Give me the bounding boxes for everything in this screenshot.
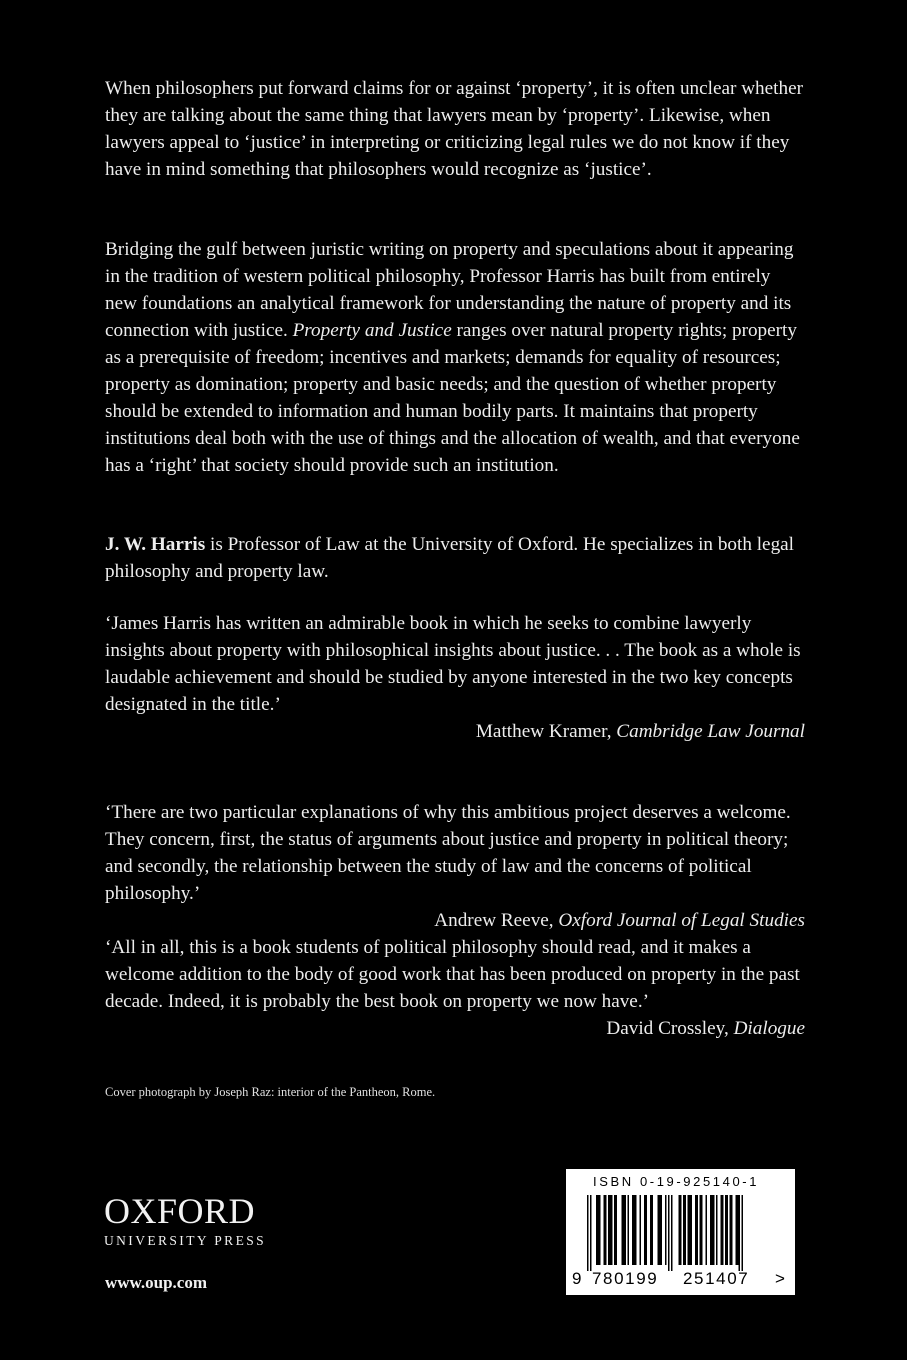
- review-source: Oxford Journal of Legal Studies: [558, 910, 805, 931]
- isbn-label: ISBN 0-19-925140-1: [593, 1174, 760, 1189]
- publisher-website: www.oup.com: [105, 1273, 208, 1292]
- barcode-bar: [688, 1195, 693, 1265]
- barcode-bar: [596, 1195, 601, 1265]
- barcode-bar: [622, 1195, 627, 1265]
- barcode-bar: [608, 1195, 613, 1265]
- description-paragraph-1: [105, 75, 805, 183]
- barcode-bar: [614, 1195, 617, 1265]
- book-title-italic: Property and Justice: [292, 320, 452, 341]
- description-text-1: When philosophers put forward claims for or against ‘property’, it is often unclear whether they are talking about the same thing that lawyers mean by ‘property’. Likewise, when lawyers appeal to ‘justice’ in interpreting or criticizing legal rules we do not know if they have in mind something that philosophers would recognize as ‘justice’.: [105, 78, 803, 180]
- review-text: ‘All in all, this is a book students of political philosophy should read, and it makes a welcome addition to the body of good work that has been produced on property in the past decade. Indeed, it is probably the best book on property we now have.’: [105, 937, 800, 1012]
- review-text: ‘James Harris has written an admirable book in which he seeks to combine lawyerly insights about property with philosophical insights about justice. . . The book as a whole is laudable achievement and should be studied by anyone interested in the two key concepts designated in the title.’: [105, 613, 801, 715]
- review-text: ‘There are two particular explanations of why this ambitious project deserves a welcome. They concern, first, the status of arguments about justice and property in political theory; and secondly, the relationship between the study of law and the concerns of political philosophy.’: [105, 802, 791, 904]
- reviewer-name: David Crossley,: [606, 1018, 734, 1039]
- publisher-subtitle: UNIVERSITY PRESS: [104, 1233, 267, 1248]
- review-attribution: [105, 1015, 805, 1042]
- author-bio: [105, 531, 805, 585]
- review-quote-1: [105, 610, 805, 745]
- barcode-bar: [716, 1195, 718, 1265]
- barcode-bar: [736, 1195, 739, 1265]
- barcode-digits-right: 251407: [683, 1269, 750, 1288]
- description-text-2-start: Bridging the gulf between juristic writing on property and speculations about it appearing in the tradition of western political philosophy, Professor Harris has built from entirely new foundations an analytical framework for understanding the nature of property and its connection with justice.: [105, 239, 794, 341]
- barcode-bar: [632, 1195, 637, 1265]
- description-text-2: [105, 236, 805, 479]
- barcode-bar: [706, 1195, 708, 1265]
- barcode-bar: [683, 1195, 686, 1265]
- review-source: Dialogue: [733, 1018, 805, 1039]
- description-text-2-end: ranges over natural property rights; property as a prerequisite of freedom; incentives and markets; demands for equality of resources; property as domination; property and basic needs; and the question of whether property should be extended to information and human bodily parts. It maintains that property institutions deal both with the use of things and the allocation of wealth, and that everyone has a ‘right’ that society should provide such an institution.: [105, 320, 800, 476]
- review-attribution: [105, 718, 805, 745]
- barcode-digit-first: 9: [572, 1269, 582, 1288]
- barcode-bar: [587, 1195, 589, 1271]
- barcode-bar: [710, 1195, 715, 1265]
- isbn-barcode: [566, 1169, 795, 1295]
- oxford-logo: [104, 1193, 266, 1249]
- review-source: Cambridge Law Journal: [616, 721, 805, 742]
- barcode-arrow: >: [775, 1269, 785, 1288]
- description-paragraph-2: [105, 236, 805, 479]
- reviewer-name: Andrew Reeve,: [434, 910, 559, 931]
- barcode-bar: [644, 1195, 647, 1265]
- cover-photo-credit: Cover photograph by Joseph Raz: interior of the Pantheon, Rome.: [105, 1085, 436, 1099]
- barcode-bar: [668, 1195, 670, 1271]
- reviewer-name: Matthew Kramer,: [475, 721, 617, 742]
- barcode-bar: [640, 1195, 642, 1265]
- barcode-bar: [628, 1195, 630, 1265]
- review-quote-2: [105, 799, 805, 934]
- barcode-digits-left: 780199: [592, 1269, 659, 1288]
- barcode-bar: [700, 1195, 703, 1265]
- barcode-bar: [695, 1195, 698, 1265]
- review-quote-3: [105, 934, 805, 1042]
- barcode-bar: [650, 1195, 653, 1265]
- barcode-bar: [742, 1195, 744, 1271]
- author-bio-description: is Professor of Law at the University of Oxford. He specializes in both legal philosophy and property law.: [105, 534, 795, 582]
- barcode-bar: [679, 1195, 682, 1265]
- barcode-bar: [721, 1195, 724, 1265]
- barcode-bar: [590, 1195, 592, 1271]
- barcode-bar: [665, 1195, 667, 1265]
- barcode-bar: [730, 1195, 733, 1265]
- barcode-bar: [739, 1195, 741, 1271]
- review-attribution: [105, 907, 805, 934]
- author-name: J. W. Harris: [105, 534, 206, 555]
- barcode-bar: [658, 1195, 663, 1265]
- barcode-bar: [671, 1195, 673, 1271]
- publisher-name: OXFORD: [104, 1191, 256, 1231]
- author-bio-text: [105, 531, 805, 585]
- barcode-bar: [725, 1195, 728, 1265]
- barcode-bar: [604, 1195, 607, 1265]
